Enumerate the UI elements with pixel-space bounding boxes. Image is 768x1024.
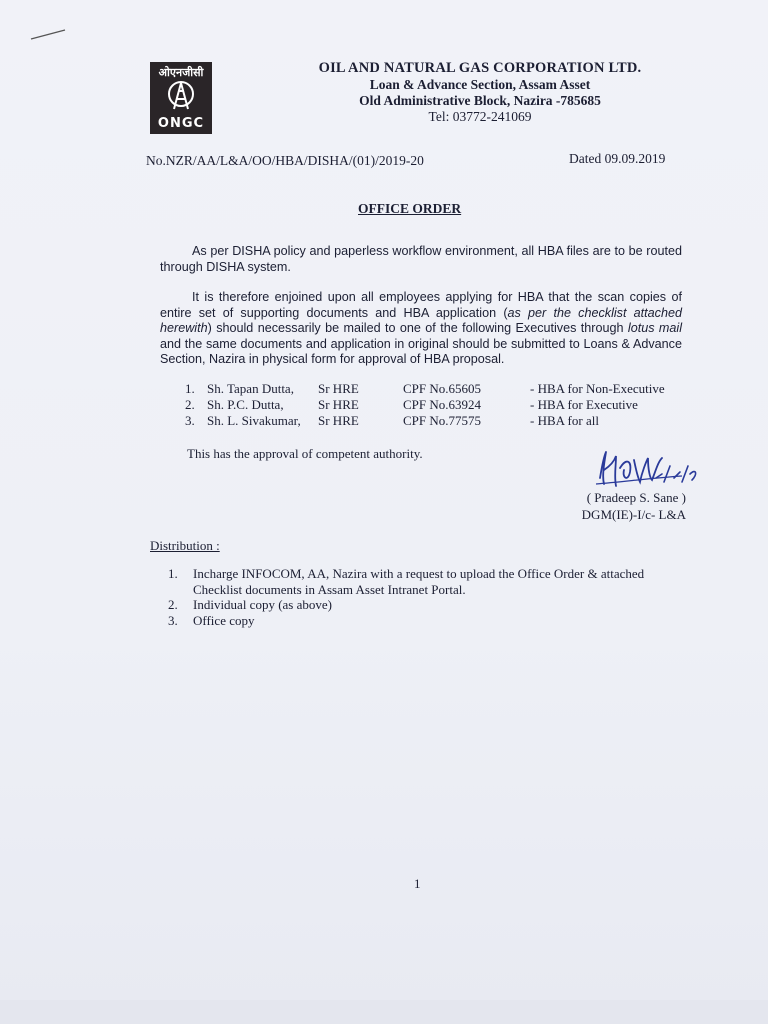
letterhead xyxy=(290,60,670,125)
handwritten-signature xyxy=(592,448,702,494)
paragraph-1-text: As per DISHA policy and paperless workflow environment, all HBA files are to be routed through DISHA system. xyxy=(160,244,682,274)
paragraph-2-part2: ) should necessarily be mailed to one of the following Executives through xyxy=(207,321,628,336)
distribution-number: 1. xyxy=(168,566,178,581)
paragraph-2-part3: and the same documents and application in original should be submitted to Loans & Advance Section, Nazira in physical form for approval of HBA proposal. xyxy=(160,336,682,367)
executive-cpf: CPF No.77575 xyxy=(403,413,482,428)
executive-row xyxy=(185,397,685,413)
signer-name: ( Pradeep S. Sane ) xyxy=(586,490,686,505)
distribution-number: 2. xyxy=(168,597,178,612)
list-item xyxy=(168,613,688,629)
section-name: Loan & Advance Section, Assam Asset xyxy=(369,77,591,92)
paragraph-2-part1: It is therefore enjoined upon all employees applying for HBA that the scan copies of entire set of supporting documents and HBA application ( xyxy=(160,290,682,320)
executive-role: - HBA for Non-Executive xyxy=(530,381,665,396)
distribution-text: Individual copy (as above) xyxy=(193,597,332,612)
executives-list xyxy=(185,381,685,429)
ongc-logo xyxy=(150,62,212,134)
list-item xyxy=(168,566,688,597)
executive-name: Sh. Tapan Dutta, xyxy=(207,381,294,396)
address: Old Administrative Block, Nazira -785685 xyxy=(359,93,601,108)
signer-block xyxy=(568,489,686,523)
distribution-text: Office copy xyxy=(193,612,255,628)
org-name: OIL AND NATURAL GAS CORPORATION LTD. xyxy=(318,60,642,76)
paragraph-2-italic2: lotus mail xyxy=(627,321,682,336)
scan-bottom-edge xyxy=(0,1000,768,1024)
executive-role: - HBA for Executive xyxy=(530,397,638,412)
distribution-number: 3. xyxy=(168,612,178,628)
executive-role: - HBA for all xyxy=(530,413,599,428)
executive-number: 1. xyxy=(185,381,195,396)
document-title: OFFICE ORDER xyxy=(358,201,462,216)
paragraph-2 xyxy=(160,290,682,368)
paragraph-2-italic1: as per the checklist attached herewith xyxy=(160,305,682,336)
list-item xyxy=(168,597,688,613)
oil-rig-icon xyxy=(166,79,196,113)
distribution-heading: Distribution : xyxy=(150,538,220,553)
distribution-list xyxy=(168,566,688,628)
pen-mark xyxy=(30,28,66,40)
reference-number: No.NZR/AA/L&A/OO/HBA/DISHA/(01)/2019-20 xyxy=(146,153,424,168)
telephone: Tel: 03772-241069 xyxy=(428,109,532,124)
executive-cpf: CPF No.65605 xyxy=(403,381,482,396)
page-number: 1 xyxy=(414,876,421,891)
executive-grade: Sr HRE xyxy=(318,397,359,412)
signer-designation: DGM(IE)-I/c- L&A xyxy=(581,507,686,522)
executive-row xyxy=(185,413,685,429)
distribution-text: Incharge INFOCOM, AA, Nazira with a request to upload the Office Order & attached Checklist documents in Assam Asset Intranet Portal. xyxy=(193,566,645,597)
logo-brand-text: ONGC xyxy=(157,116,205,131)
executive-cpf: CPF No.63924 xyxy=(403,397,482,412)
executive-grade: Sr HRE xyxy=(318,413,359,428)
executive-grade: Sr HRE xyxy=(318,381,359,396)
executive-number: 2. xyxy=(185,397,195,412)
executive-row xyxy=(185,381,685,397)
approval-statement: This has the approval of competent authority. xyxy=(187,446,423,461)
paragraph-1 xyxy=(160,244,682,275)
executive-name: Sh. P.C. Dutta, xyxy=(207,397,284,412)
executive-name: Sh. L. Sivakumar, xyxy=(207,413,301,428)
logo-hindi-text: ओएनजीसी xyxy=(158,66,204,79)
executive-number: 3. xyxy=(185,413,195,428)
order-date: Dated 09.09.2019 xyxy=(569,151,666,166)
